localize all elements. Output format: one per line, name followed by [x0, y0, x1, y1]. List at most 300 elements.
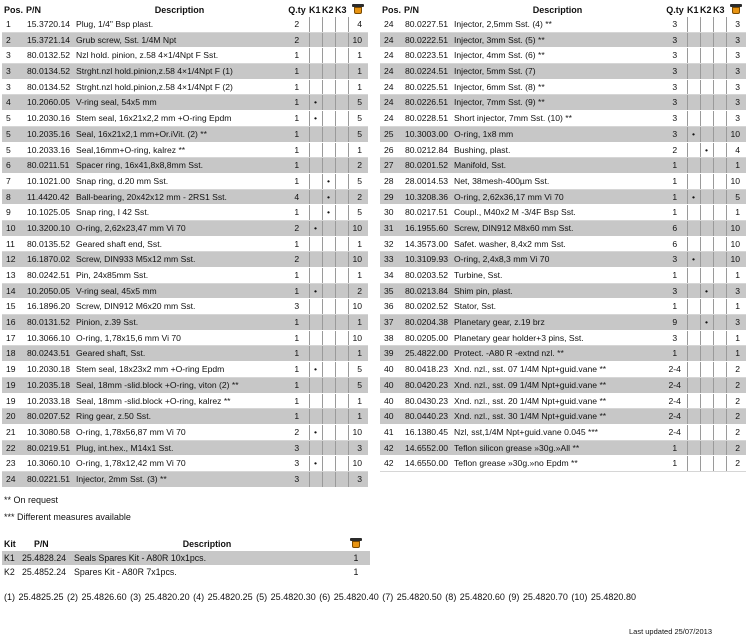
row-k3: [713, 252, 726, 268]
row-qty: 1: [285, 142, 309, 158]
row-pn: 80.0212.84: [402, 142, 452, 158]
row-k3: [713, 377, 726, 393]
row-qty: 1: [285, 393, 309, 409]
row-pn: 11.4420.42: [24, 189, 74, 205]
table-row: [2, 252, 368, 268]
row-description: Seal, 18mm -slid.block +O-ring, viton (2) **: [74, 377, 285, 393]
row-description: Injector, 2mm Sst. (3) **: [74, 471, 285, 487]
row-stock: 5: [348, 205, 368, 221]
row-qty: 3: [663, 64, 687, 80]
row-qty: 3: [285, 299, 309, 315]
row-qty: 3: [663, 79, 687, 95]
row-pos: 13: [2, 268, 24, 284]
row-qty: 1: [285, 346, 309, 362]
row-k1: •: [687, 252, 700, 268]
row-qty: 1: [285, 111, 309, 127]
table-row: [380, 393, 746, 409]
row-pn: 80.0205.00: [402, 330, 452, 346]
row-k3: [713, 330, 726, 346]
row-description: Plug, 1/4" Bsp plast.: [74, 17, 285, 32]
table-row: [2, 79, 368, 95]
table-row: [380, 377, 746, 393]
row-k2: [322, 79, 335, 95]
row-description: Safet. washer, 8,4x2 mm Sst.: [452, 236, 663, 252]
row-pos: 1: [2, 17, 24, 32]
header-k2: K2: [700, 4, 712, 15]
row-pos: 19: [2, 393, 24, 409]
row-qty: 1: [663, 456, 687, 472]
row-k1: [309, 315, 322, 331]
row-pn: 14.6550.00: [402, 456, 452, 472]
row-stock: 10: [726, 126, 746, 142]
row-pos: 15: [2, 299, 24, 315]
row-qty: 3: [663, 252, 687, 268]
row-pos: 24: [380, 111, 402, 127]
row-pos: 16: [2, 315, 24, 331]
row-pos: 5: [2, 142, 24, 158]
row-k3: [335, 220, 348, 236]
row-stock: 2: [726, 424, 746, 440]
row-qty: 2-4: [663, 377, 687, 393]
row-k1: [309, 64, 322, 80]
row-description: Coupl., M40x2 M -3/4F Bsp Sst.: [452, 205, 663, 221]
row-k3: [713, 283, 726, 299]
bucket-icon: [350, 538, 362, 548]
table-header: [2, 3, 368, 17]
row-pn: 10.3200.10: [24, 220, 74, 236]
row-pos: 32: [380, 236, 402, 252]
row-k2: [700, 95, 713, 111]
row-qty: 3: [663, 111, 687, 127]
row-description: Turbine, Sst.: [452, 268, 663, 284]
row-qty: 3: [663, 32, 687, 48]
row-pos: 40: [380, 362, 402, 378]
row-qty: 3: [663, 95, 687, 111]
row-k2: [322, 220, 335, 236]
row-pn: 80.0213.84: [402, 283, 452, 299]
row-description: Snap ring, d.20 mm Sst.: [74, 173, 285, 189]
row-k1: [309, 268, 322, 284]
row-pos: 24: [380, 32, 402, 48]
row-k2: [322, 95, 335, 111]
row-pn: 10.3109.93: [402, 252, 452, 268]
row-pn: 16.1896.20: [24, 299, 74, 315]
table-row: [2, 424, 368, 440]
row-pos: 25: [380, 126, 402, 142]
table-row: [2, 126, 368, 142]
row-description: Strght.nzl hold.pinion,z.58 4×1/4Npt F (2): [74, 79, 285, 95]
row-pn: 10.1021.00: [24, 173, 74, 189]
row-stock: 1: [348, 48, 368, 64]
row-stock: 4: [726, 142, 746, 158]
row-stock: 1: [348, 268, 368, 284]
row-stock: 2: [348, 158, 368, 174]
row-qty: 1: [663, 299, 687, 315]
row-k3: [335, 126, 348, 142]
row-k3: [335, 409, 348, 425]
row-pos: 38: [380, 330, 402, 346]
row-k1: [309, 142, 322, 158]
row-k1: [687, 173, 700, 189]
row-pos: 5: [2, 111, 24, 127]
row-k1: [309, 48, 322, 64]
row-k3: [713, 142, 726, 158]
row-stock: 5: [726, 189, 746, 205]
row-k1: •: [309, 111, 322, 127]
row-pn: 80.0207.52: [24, 409, 74, 425]
row-k1: [309, 377, 322, 393]
row-k1: [309, 471, 322, 487]
row-k3: [335, 424, 348, 440]
table-row: [2, 393, 368, 409]
row-k1: [309, 299, 322, 315]
row-k3: [335, 32, 348, 48]
table-row: [2, 471, 368, 487]
row-k2: [322, 424, 335, 440]
row-pos: 9: [2, 205, 24, 221]
row-k1: [687, 64, 700, 80]
row-stock: 1: [348, 79, 368, 95]
row-k3: [713, 17, 726, 32]
row-qty: 1: [285, 173, 309, 189]
row-k3: [713, 299, 726, 315]
header-pos: Pos.: [4, 4, 24, 15]
row-k1: [309, 32, 322, 48]
table-row: [380, 111, 746, 127]
row-description: O-ring, 1,78x56,87 mm Vi 70: [74, 424, 285, 440]
row-k2: [700, 377, 713, 393]
row-k2: [322, 393, 335, 409]
kit-header-kit: Kit: [4, 539, 16, 549]
header-description: Description: [532, 4, 583, 15]
row-qty: 1: [663, 173, 687, 189]
row-k3: [713, 393, 726, 409]
table-row: [2, 409, 368, 425]
row-k2: [700, 299, 713, 315]
row-k3: [335, 205, 348, 221]
header-bucket: [726, 3, 746, 17]
row-k3: [713, 95, 726, 111]
table-row: [380, 299, 746, 315]
kit-id: K2: [4, 567, 15, 577]
row-stock: 10: [348, 424, 368, 440]
table-row: [2, 346, 368, 362]
row-description: O-ring, 1x8 mm: [452, 126, 663, 142]
table-row: [380, 205, 746, 221]
row-pos: 24: [380, 64, 402, 80]
row-k2: [322, 346, 335, 362]
table-row: [380, 362, 746, 378]
kit-pn: 25.4828.24: [20, 551, 72, 565]
row-pn: 10.2050.05: [24, 283, 74, 299]
row-k2: [322, 471, 335, 487]
row-pos: 2: [2, 32, 24, 48]
row-pos: 7: [2, 173, 24, 189]
row-k1: [687, 283, 700, 299]
row-qty: 2-4: [663, 362, 687, 378]
row-description: Pinion, z.39 Sst.: [74, 315, 285, 331]
row-description: Xnd. nzl., sst. 20 1/4M Npt+guid.vane **: [452, 393, 663, 409]
row-k3: [335, 440, 348, 456]
table-row: [380, 330, 746, 346]
kit-row: [2, 551, 370, 565]
table-row: [2, 111, 368, 127]
row-pn: 80.0134.52: [24, 64, 74, 80]
row-k3: [335, 189, 348, 205]
row-stock: 1: [726, 330, 746, 346]
row-description: Planetary gear holder+3 pins, Sst.: [452, 330, 663, 346]
table-row: [2, 456, 368, 472]
table-row: [380, 95, 746, 111]
row-k1: [687, 17, 700, 32]
row-k3: [335, 236, 348, 252]
row-k3: [713, 268, 726, 284]
row-stock: 3: [726, 111, 746, 127]
row-description: O-ring, 2,62x23,47 mm Vi 70: [74, 220, 285, 236]
row-k2: [322, 330, 335, 346]
row-pn: 10.2035.16: [24, 126, 74, 142]
row-stock: 1: [726, 205, 746, 221]
row-pos: 17: [2, 330, 24, 346]
row-stock: 5: [348, 95, 368, 111]
row-qty: 4: [285, 189, 309, 205]
row-k1: [687, 440, 700, 456]
row-pn: 80.0227.51: [402, 17, 452, 32]
row-k1: •: [309, 424, 322, 440]
row-qty: 1: [285, 126, 309, 142]
row-stock: 10: [348, 456, 368, 472]
row-description: Injector, 3mm Sst. (5) **: [452, 32, 663, 48]
note-different-measures: *** Different measures available: [4, 512, 131, 522]
row-pn: 80.0243.51: [24, 346, 74, 362]
row-qty: 3: [663, 17, 687, 32]
row-pos: 10: [2, 220, 24, 236]
row-k2: [322, 111, 335, 127]
row-pn: 10.2033.16: [24, 142, 74, 158]
row-stock: 1: [348, 236, 368, 252]
row-k2: [700, 173, 713, 189]
row-description: Seal, 16x21x2,1 mm+Or.iVit. (2) **: [74, 126, 285, 142]
row-k3: [713, 173, 726, 189]
row-pos: 4: [2, 95, 24, 111]
row-pos: 19: [2, 377, 24, 393]
row-description: Xnd. nzl., sst. 07 1/4M Npt+guid.vane **: [452, 362, 663, 378]
kit-description: Spares Kit - A80R 7x1pcs.: [74, 567, 177, 577]
row-k3: [713, 189, 726, 205]
kit-table: [2, 537, 370, 579]
row-stock: 10: [348, 32, 368, 48]
row-k2: •: [700, 315, 713, 331]
row-description: Screw, DIN933 M5x12 mm Sst.: [74, 252, 285, 268]
row-pn: 25.4822.00: [402, 346, 452, 362]
row-pn: 14.6552.00: [402, 440, 452, 456]
table-row: [2, 189, 368, 205]
row-stock: 1: [348, 409, 368, 425]
row-pn: 80.0135.52: [24, 236, 74, 252]
row-stock: 5: [348, 362, 368, 378]
row-k2: [700, 220, 713, 236]
row-k1: •: [687, 189, 700, 205]
row-qty: 1: [285, 236, 309, 252]
row-stock: 2: [726, 393, 746, 409]
table-row: [380, 409, 746, 425]
row-qty: 9: [663, 315, 687, 331]
row-stock: 10: [726, 220, 746, 236]
row-description: Stem seal, 18x23x2 mm +O-ring Epdm: [74, 362, 285, 378]
row-pos: 35: [380, 283, 402, 299]
table-row: [380, 48, 746, 64]
row-qty: 1: [285, 377, 309, 393]
row-qty: 6: [663, 236, 687, 252]
kit-row: [2, 565, 370, 579]
row-pn: 80.0418.23: [402, 362, 452, 378]
row-k2: [322, 142, 335, 158]
row-pos: 39: [380, 346, 402, 362]
row-stock: 1: [726, 299, 746, 315]
row-description: Injector, 6mm Sst. (8) **: [452, 79, 663, 95]
row-qty: 1: [663, 346, 687, 362]
row-k3: [335, 64, 348, 80]
row-pn: 80.0219.51: [24, 440, 74, 456]
row-stock: 2: [726, 377, 746, 393]
row-pos: 23: [2, 456, 24, 472]
row-pn: 10.3003.00: [402, 126, 452, 142]
row-k2: [322, 158, 335, 174]
row-description: Geared shaft, Sst.: [74, 346, 285, 362]
note-on-request: ** On request: [4, 495, 59, 505]
row-k3: [335, 158, 348, 174]
row-description: Stator, Sst.: [452, 299, 663, 315]
row-description: Teflon silicon grease »30g.»All **: [452, 440, 663, 456]
row-pos: 3: [2, 64, 24, 80]
row-stock: 2: [348, 283, 368, 299]
row-pos: 24: [380, 79, 402, 95]
row-k1: [309, 236, 322, 252]
row-k1: [309, 330, 322, 346]
row-k2: [700, 158, 713, 174]
row-qty: 1: [285, 79, 309, 95]
row-stock: 10: [726, 252, 746, 268]
row-k2: [700, 456, 713, 472]
row-k3: [335, 315, 348, 331]
table-row: [2, 48, 368, 64]
row-stock: 10: [348, 299, 368, 315]
row-pos: 30: [380, 205, 402, 221]
row-stock: 3: [726, 283, 746, 299]
row-k1: [687, 48, 700, 64]
row-pn: 80.0242.51: [24, 268, 74, 284]
table-row: [2, 315, 368, 331]
row-pn: 80.0203.52: [402, 268, 452, 284]
row-description: Screw, DIN912 M8x60 mm Sst.: [452, 220, 663, 236]
row-description: Ring gear, z.50 Sst.: [74, 409, 285, 425]
header-pos: Pos.: [382, 4, 402, 15]
bucket-icon: [730, 4, 742, 14]
row-description: Injector, 4mm Sst. (6) **: [452, 48, 663, 64]
row-k2: [700, 126, 713, 142]
row-k2: [322, 17, 335, 32]
row-pn: 14.3573.00: [402, 236, 452, 252]
row-k2: [322, 283, 335, 299]
row-k3: [713, 32, 726, 48]
row-k2: [700, 424, 713, 440]
table-row: [380, 64, 746, 80]
row-stock: 1: [726, 158, 746, 174]
row-k1: [687, 315, 700, 331]
row-pn: 80.0132.52: [24, 48, 74, 64]
row-stock: 1: [348, 142, 368, 158]
row-qty: 2-4: [663, 424, 687, 440]
row-description: Injector, 7mm Sst. (9) **: [452, 95, 663, 111]
row-description: Manifold, Sst.: [452, 158, 663, 174]
row-k2: [322, 64, 335, 80]
row-pos: 8: [2, 189, 24, 205]
row-pos: 27: [380, 158, 402, 174]
row-stock: 10: [726, 236, 746, 252]
header-k3: K3: [335, 4, 347, 15]
row-k3: [713, 346, 726, 362]
row-pn: 10.2030.16: [24, 111, 74, 127]
row-k1: [687, 142, 700, 158]
row-pn: 10.2033.18: [24, 393, 74, 409]
row-k2: [322, 236, 335, 252]
row-k2: [700, 205, 713, 221]
row-k1: [309, 393, 322, 409]
row-pos: 24: [380, 95, 402, 111]
row-qty: 3: [663, 330, 687, 346]
row-stock: 3: [726, 315, 746, 331]
row-k3: [713, 220, 726, 236]
row-pos: 40: [380, 377, 402, 393]
row-k3: [335, 346, 348, 362]
row-qty: 1: [285, 362, 309, 378]
row-k2: [322, 299, 335, 315]
row-pos: 11: [2, 236, 24, 252]
table-row: [2, 236, 368, 252]
row-k1: [687, 205, 700, 221]
row-description: Injector, 2,5mm Sst. (4) **: [452, 17, 663, 32]
row-description: Planetary gear, z.19 brz: [452, 315, 663, 331]
row-pn: 80.0224.51: [402, 64, 452, 80]
row-stock: 3: [726, 48, 746, 64]
row-pn: 80.0225.51: [402, 79, 452, 95]
row-pn: 10.2030.18: [24, 362, 74, 378]
row-description: Snap ring, I 42 Sst.: [74, 205, 285, 221]
table-row: [2, 205, 368, 221]
row-k3: [335, 111, 348, 127]
row-pos: 34: [380, 268, 402, 284]
row-k3: [335, 48, 348, 64]
row-pn: 10.3066.10: [24, 330, 74, 346]
row-k1: [687, 424, 700, 440]
table-row: [380, 283, 746, 299]
table-row: [2, 283, 368, 299]
row-pn: 15.3721.14: [24, 32, 74, 48]
row-k2: [322, 126, 335, 142]
row-pos: 22: [2, 440, 24, 456]
row-k1: [309, 440, 322, 456]
row-pn: 80.0131.52: [24, 315, 74, 331]
row-k1: [309, 252, 322, 268]
table-row: [2, 440, 368, 456]
row-pos: 5: [2, 126, 24, 142]
row-k2: [700, 64, 713, 80]
row-stock: 10: [348, 220, 368, 236]
row-pn: 16.1955.60: [402, 220, 452, 236]
row-pos: 41: [380, 424, 402, 440]
row-k1: [309, 205, 322, 221]
row-pn: 10.3208.36: [402, 189, 452, 205]
